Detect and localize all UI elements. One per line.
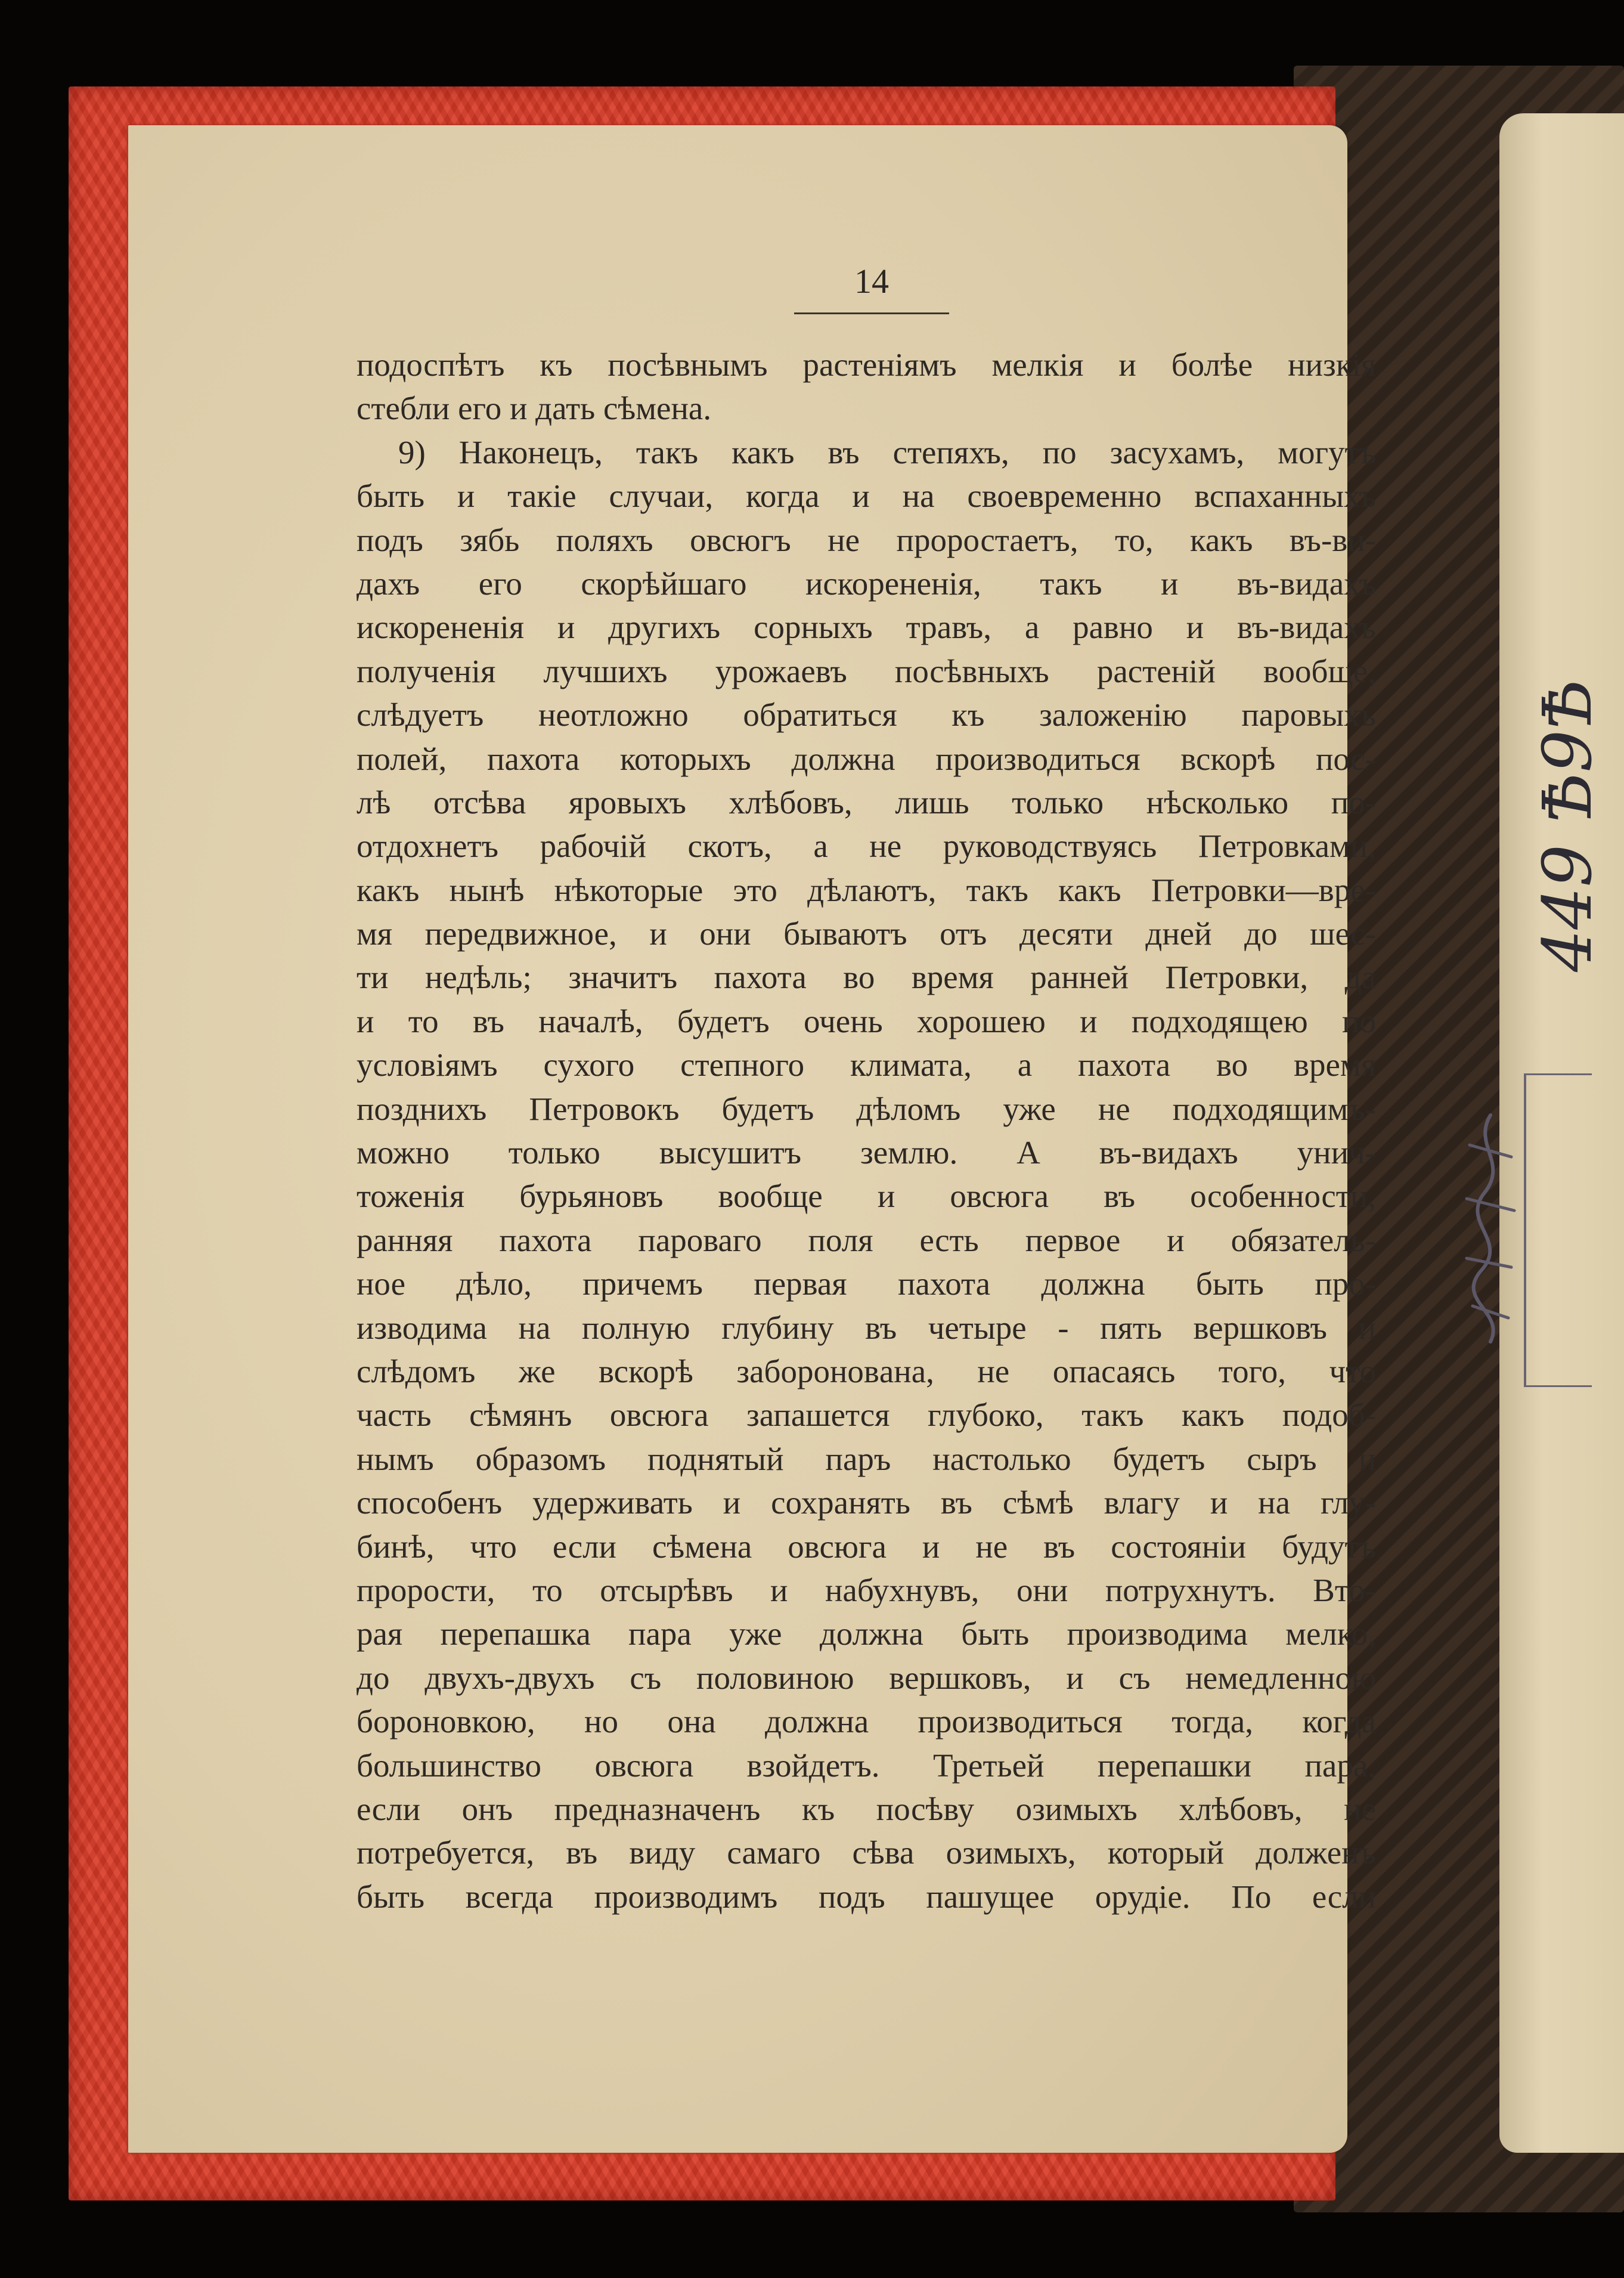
text-line: рая перепашка пара уже должна быть производима мелко,: [357, 1615, 1376, 1652]
text-line: полученія лучшихъ урожаевъ посѣвныхъ растеній вообще,: [357, 652, 1376, 689]
text-line: способенъ удерживать и сохранять въ сѣмѣ влагу и на глу-: [357, 1484, 1376, 1521]
text-line: позднихъ Петровокъ будетъ дѣломъ уже не подходящимъ-: [357, 1090, 1376, 1127]
text-line: ти недѣль; значитъ пахота во время ранней Петровки, да: [357, 959, 1376, 996]
library-stamp-frame: [1524, 1073, 1592, 1387]
text-line: мя передвижное, и они бываютъ отъ десяти дней до шес-: [357, 915, 1376, 952]
text-line: бороновкою, но она должна производиться тогда, когда: [357, 1703, 1376, 1740]
text-line: лѣ отсѣва яровыхъ хлѣбовъ, лишь только нѣсколько по-: [357, 784, 1376, 821]
text-line: быть всегда производимъ подъ пашущее орудіе. По если: [357, 1878, 1376, 1915]
text-line: подъ зябь поляхъ овсюгъ не проростаетъ, то, какъ въ-ви-: [357, 521, 1376, 558]
text-line: дахъ его скорѣйшаго искорененія, такъ и въ-видахъ: [357, 565, 1376, 602]
text-line: тоженія бурьяновъ вообще и овсюга въ особенности,: [357, 1178, 1376, 1215]
text-line: подоспѣтъ къ посѣвнымъ растеніямъ мелкія и болѣе низкія: [357, 346, 1376, 383]
text-line: ранняя пахота пароваго поля есть первое и обязатель-: [357, 1221, 1376, 1258]
text-line: слѣдомъ же вскорѣ забороновaна, не опасаясь того, что: [357, 1352, 1376, 1389]
text-line: бинѣ, что если сѣмена овсюга и не въ состояніи будутъ: [357, 1528, 1376, 1565]
text-line: нымъ образомъ поднятый паръ настолько будетъ сыръ и: [357, 1440, 1376, 1477]
page-number: 14: [854, 262, 889, 301]
text-line: большинство овсюга взойдетъ. Третьей перепашки пара,: [357, 1747, 1376, 1784]
text-line: стебли его и дать сѣмена.: [357, 390, 712, 427]
text-line: и то въ началѣ, будетъ очень хорошею и подходящею по: [357, 1002, 1376, 1039]
text-line: прорости, то отсырѣвъ и набухнувъ, они потрухнутъ. Вто-: [357, 1571, 1376, 1608]
handwritten-scribble-icon: [1449, 1109, 1532, 1348]
text-line: 9) Наконецъ, такъ какъ въ степяхъ, по засухамъ, могутъ: [398, 434, 1376, 471]
body-text: [357, 343, 1376, 1918]
text-line: ное дѣло, причемъ первая пахота должна быть про-: [357, 1265, 1376, 1302]
page-number-rule: [794, 312, 949, 314]
text-line: какъ нынѣ нѣкоторые это дѣлаютъ, такъ какъ Петровки—вре-: [357, 871, 1376, 908]
text-line: слѣдуетъ неотложно обратиться къ заложенію паровыхъ: [357, 697, 1376, 733]
text-line: до двухъ-двухъ съ половиною вершковъ, и съ немедленною: [357, 1659, 1376, 1696]
text-line: полей, пахота которыхъ должна производиться вскорѣ пос-: [357, 740, 1376, 777]
text-line: отдохнетъ рабочій скотъ, а не руководствуясь Петровками,: [357, 828, 1376, 865]
text-line: быть и такіе случаи, когда и на своевременно вспаханныхъ: [357, 478, 1376, 515]
text-line: условіямъ сухого степного климата, а пахота во время: [357, 1047, 1376, 1084]
text-line: изводима на полную глубину въ четыре - пять вершковъ и: [357, 1309, 1376, 1346]
text-line: искорененія и другихъ сорныхъ травъ, а равно и въ-видахъ: [357, 609, 1376, 646]
text-line: если онъ предназначенъ къ посѣву озимыхъ хлѣбовъ, не: [357, 1790, 1376, 1827]
text-line: потребуется, въ виду самаго сѣва озимыхъ, который долженъ: [357, 1834, 1376, 1871]
text-line: часть сѣмянъ овсюга запашется глубоко, такъ какъ подоб-: [357, 1397, 1376, 1434]
text-line: можно только высушитъ землю. А въ-видахъ унич-: [357, 1134, 1376, 1171]
handwritten-shelf-mark: 449 Ѣ9Ѣ: [1529, 679, 1607, 972]
